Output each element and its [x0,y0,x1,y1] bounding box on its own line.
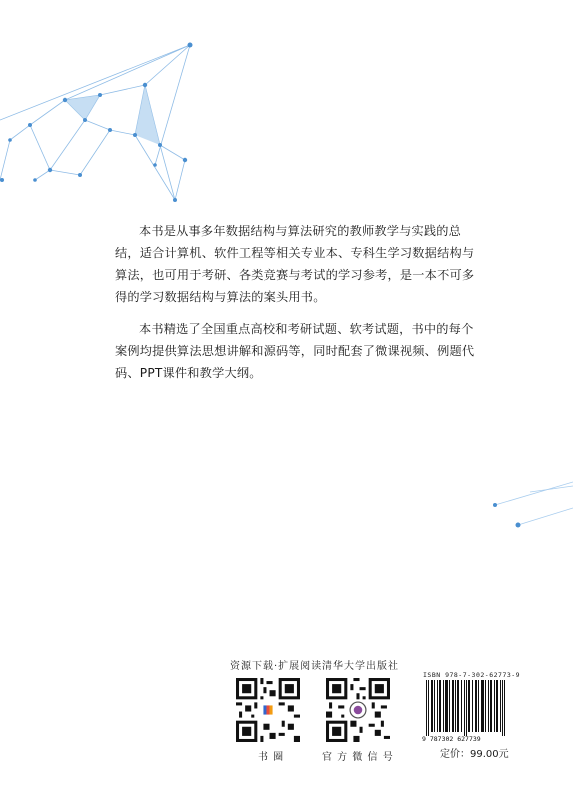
qr-left-top-label: 资源下载·扩展阅读 [230,661,323,672]
qr-left-bottom-label: 书 圈 [258,752,285,763]
qr-code-icon[interactable] [236,678,300,742]
qr-right-top-label: 清华大学出版社 [322,661,399,672]
price-label: 定价：99.00元 [440,749,509,760]
isbn-label: ISBN 978-7-302-62773-9 [423,671,521,679]
qr-right-bottom-label: 官 方 微 信 号 [322,752,394,763]
description-paragraph-1: 本书是从事多年数据结构与算法研究的教师教学与实践的总结，适合计算机、软件工程等相关专业本、专科生学习数据结构与算法，也可用于考研、各类竞赛与考试的学习参考，是一本不可多得的学习数据结构与算法的案头用书。 [115,224,475,304]
barcode-digits: 9 787302 627739 [422,735,481,742]
description-paragraph-2: 本书精选了全国重点高校和考研试题、软考试题，书中的每个案例均提供算法思想讲解和源码等，同时配套了微课视频、例题代码、PPT课件和教学大纲。 [115,322,475,380]
barcode-icon [420,680,512,742]
qr-code-icon[interactable] [326,678,390,742]
